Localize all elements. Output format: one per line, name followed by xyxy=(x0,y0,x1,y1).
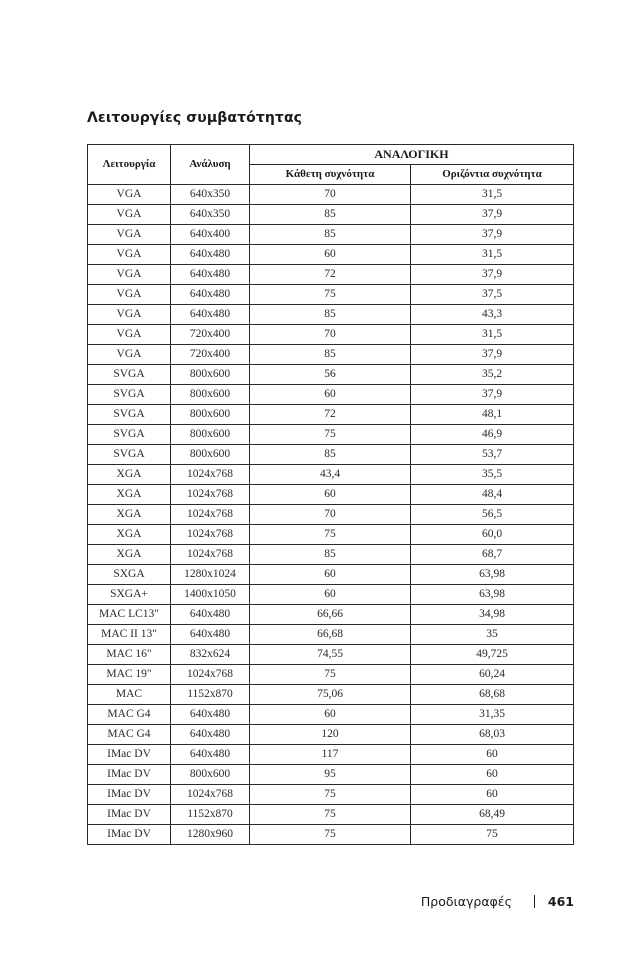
cell-resolution: 800x600 xyxy=(171,445,250,465)
cell-horizontal-frequency: 35 xyxy=(411,625,574,645)
table-row xyxy=(88,765,574,785)
table-row xyxy=(88,645,574,665)
table-row xyxy=(88,405,574,425)
cell-vertical-frequency: 56 xyxy=(250,365,411,385)
cell-resolution: 1400x1050 xyxy=(171,585,250,605)
cell-mode: MAC xyxy=(88,685,171,705)
cell-vertical-frequency: 85 xyxy=(250,545,411,565)
table-row xyxy=(88,585,574,605)
cell-mode: XGA xyxy=(88,525,171,545)
cell-resolution: 640x480 xyxy=(171,725,250,745)
cell-horizontal-frequency: 34,98 xyxy=(411,605,574,625)
cell-horizontal-frequency: 68,49 xyxy=(411,805,574,825)
table-row xyxy=(88,725,574,745)
cell-resolution: 640x400 xyxy=(171,225,250,245)
cell-horizontal-frequency: 35,5 xyxy=(411,465,574,485)
cell-resolution: 1024x768 xyxy=(171,525,250,545)
cell-mode: IMac DV xyxy=(88,805,171,825)
table-row xyxy=(88,285,574,305)
cell-vertical-frequency: 75 xyxy=(250,785,411,805)
cell-vertical-frequency: 75 xyxy=(250,285,411,305)
cell-resolution: 640x480 xyxy=(171,285,250,305)
cell-vertical-frequency: 85 xyxy=(250,445,411,465)
cell-resolution: 800x600 xyxy=(171,425,250,445)
cell-horizontal-frequency: 31,35 xyxy=(411,705,574,725)
cell-vertical-frequency: 60 xyxy=(250,245,411,265)
cell-vertical-frequency: 60 xyxy=(250,705,411,725)
cell-resolution: 640x480 xyxy=(171,265,250,285)
compatibility-table xyxy=(87,144,574,845)
cell-horizontal-frequency: 31,5 xyxy=(411,245,574,265)
table-row xyxy=(88,345,574,365)
table-row xyxy=(88,685,574,705)
table-row xyxy=(88,665,574,685)
cell-vertical-frequency: 60 xyxy=(250,485,411,505)
table-row xyxy=(88,825,574,845)
cell-horizontal-frequency: 63,98 xyxy=(411,565,574,585)
cell-mode: SXGA+ xyxy=(88,585,171,605)
cell-horizontal-frequency: 37,5 xyxy=(411,285,574,305)
cell-resolution: 1024x768 xyxy=(171,465,250,485)
cell-mode: MAC 16" xyxy=(88,645,171,665)
cell-horizontal-frequency: 68,03 xyxy=(411,725,574,745)
table-body xyxy=(88,185,574,845)
cell-resolution: 800x600 xyxy=(171,385,250,405)
cell-resolution: 1024x768 xyxy=(171,665,250,685)
cell-mode: IMac DV xyxy=(88,745,171,765)
cell-horizontal-frequency: 56,5 xyxy=(411,505,574,525)
cell-mode: VGA xyxy=(88,305,171,325)
cell-vertical-frequency: 66,68 xyxy=(250,625,411,645)
table-row xyxy=(88,465,574,485)
cell-horizontal-frequency: 63,98 xyxy=(411,585,574,605)
cell-resolution: 640x480 xyxy=(171,605,250,625)
cell-vertical-frequency: 70 xyxy=(250,325,411,345)
cell-vertical-frequency: 60 xyxy=(250,385,411,405)
cell-vertical-frequency: 95 xyxy=(250,765,411,785)
cell-mode: SVGA xyxy=(88,365,171,385)
cell-mode: SXGA xyxy=(88,565,171,585)
cell-mode: VGA xyxy=(88,245,171,265)
table-row xyxy=(88,745,574,765)
cell-mode: SVGA xyxy=(88,405,171,425)
table-row xyxy=(88,305,574,325)
cell-horizontal-frequency: 75 xyxy=(411,825,574,845)
cell-mode: SVGA xyxy=(88,425,171,445)
cell-horizontal-frequency: 37,9 xyxy=(411,265,574,285)
cell-mode: XGA xyxy=(88,485,171,505)
cell-mode: XGA xyxy=(88,545,171,565)
cell-vertical-frequency: 120 xyxy=(250,725,411,745)
table-row xyxy=(88,505,574,525)
cell-resolution: 640x480 xyxy=(171,705,250,725)
table-row xyxy=(88,325,574,345)
cell-vertical-frequency: 75 xyxy=(250,825,411,845)
section-title: Λειτουργίες συμβατότητας xyxy=(87,110,303,126)
cell-resolution: 1024x768 xyxy=(171,505,250,525)
cell-resolution: 640x480 xyxy=(171,305,250,325)
cell-resolution: 720x400 xyxy=(171,325,250,345)
cell-mode: SVGA xyxy=(88,385,171,405)
cell-horizontal-frequency: 37,9 xyxy=(411,345,574,365)
cell-mode: MAC G4 xyxy=(88,705,171,725)
cell-resolution: 640x480 xyxy=(171,745,250,765)
cell-mode: VGA xyxy=(88,285,171,305)
header-horizontal-frequency: Οριζόντια συχνότητα xyxy=(411,165,574,185)
cell-horizontal-frequency: 37,9 xyxy=(411,205,574,225)
table-row xyxy=(88,705,574,725)
cell-vertical-frequency: 75 xyxy=(250,525,411,545)
table-row xyxy=(88,545,574,565)
cell-horizontal-frequency: 60 xyxy=(411,765,574,785)
header-analog: ΑΝΑΛΟΓΙΚΗ xyxy=(250,145,574,165)
cell-resolution: 1024x768 xyxy=(171,485,250,505)
cell-resolution: 640x350 xyxy=(171,185,250,205)
cell-horizontal-frequency: 60,0 xyxy=(411,525,574,545)
cell-mode: IMac DV xyxy=(88,825,171,845)
cell-horizontal-frequency: 37,9 xyxy=(411,225,574,245)
table-row xyxy=(88,265,574,285)
cell-horizontal-frequency: 37,9 xyxy=(411,385,574,405)
table-row xyxy=(88,785,574,805)
table-row xyxy=(88,445,574,465)
cell-vertical-frequency: 60 xyxy=(250,565,411,585)
cell-mode: IMac DV xyxy=(88,765,171,785)
cell-resolution: 1280x1024 xyxy=(171,565,250,585)
cell-horizontal-frequency: 35,2 xyxy=(411,365,574,385)
cell-horizontal-frequency: 31,5 xyxy=(411,185,574,205)
cell-mode: VGA xyxy=(88,345,171,365)
cell-mode: VGA xyxy=(88,225,171,245)
cell-mode: MAC G4 xyxy=(88,725,171,745)
cell-mode: MAC LC13" xyxy=(88,605,171,625)
table-row xyxy=(88,365,574,385)
cell-mode: VGA xyxy=(88,325,171,345)
cell-vertical-frequency: 43,4 xyxy=(250,465,411,485)
cell-horizontal-frequency: 60,24 xyxy=(411,665,574,685)
footer-separator xyxy=(534,895,535,908)
cell-horizontal-frequency: 60 xyxy=(411,745,574,765)
cell-mode: MAC II 13" xyxy=(88,625,171,645)
cell-resolution: 640x480 xyxy=(171,245,250,265)
cell-vertical-frequency: 70 xyxy=(250,185,411,205)
cell-vertical-frequency: 75 xyxy=(250,425,411,445)
cell-vertical-frequency: 75 xyxy=(250,805,411,825)
cell-horizontal-frequency: 60 xyxy=(411,785,574,805)
cell-vertical-frequency: 85 xyxy=(250,345,411,365)
cell-mode: IMac DV xyxy=(88,785,171,805)
cell-horizontal-frequency: 48,1 xyxy=(411,405,574,425)
table-row xyxy=(88,425,574,445)
cell-horizontal-frequency: 53,7 xyxy=(411,445,574,465)
cell-horizontal-frequency: 31,5 xyxy=(411,325,574,345)
table-row xyxy=(88,565,574,585)
table-row xyxy=(88,605,574,625)
cell-horizontal-frequency: 68,7 xyxy=(411,545,574,565)
table-row xyxy=(88,525,574,545)
cell-horizontal-frequency: 49,725 xyxy=(411,645,574,665)
footer-chapter: Προδιαγραφές xyxy=(420,893,512,909)
cell-mode: XGA xyxy=(88,465,171,485)
cell-resolution: 1024x768 xyxy=(171,785,250,805)
table-row xyxy=(88,805,574,825)
table-header xyxy=(88,145,574,185)
cell-resolution: 640x480 xyxy=(171,625,250,645)
table-row xyxy=(88,225,574,245)
cell-resolution: 720x400 xyxy=(171,345,250,365)
cell-vertical-frequency: 66,66 xyxy=(250,605,411,625)
table-row xyxy=(88,385,574,405)
page-footer xyxy=(421,892,574,910)
cell-horizontal-frequency: 68,68 xyxy=(411,685,574,705)
cell-resolution: 832x624 xyxy=(171,645,250,665)
cell-vertical-frequency: 72 xyxy=(250,265,411,285)
cell-mode: MAC 19" xyxy=(88,665,171,685)
cell-vertical-frequency: 70 xyxy=(250,505,411,525)
cell-resolution: 640x350 xyxy=(171,205,250,225)
cell-resolution: 800x600 xyxy=(171,365,250,385)
table-row xyxy=(88,245,574,265)
cell-mode: XGA xyxy=(88,505,171,525)
cell-mode: VGA xyxy=(88,265,171,285)
header-vertical-frequency: Κάθετη συχνότητα xyxy=(250,165,411,185)
cell-vertical-frequency: 75,06 xyxy=(250,685,411,705)
header-resolution: Ανάλυση xyxy=(171,145,250,185)
cell-vertical-frequency: 60 xyxy=(250,585,411,605)
cell-horizontal-frequency: 43,3 xyxy=(411,305,574,325)
cell-vertical-frequency: 72 xyxy=(250,405,411,425)
cell-mode: VGA xyxy=(88,185,171,205)
cell-mode: SVGA xyxy=(88,445,171,465)
table-row xyxy=(88,185,574,205)
cell-vertical-frequency: 85 xyxy=(250,205,411,225)
cell-vertical-frequency: 85 xyxy=(250,305,411,325)
cell-resolution: 800x600 xyxy=(171,405,250,425)
cell-vertical-frequency: 74,55 xyxy=(250,645,411,665)
table-row xyxy=(88,625,574,645)
table-row xyxy=(88,205,574,225)
cell-horizontal-frequency: 46,9 xyxy=(411,425,574,445)
page-number: 461 xyxy=(547,893,574,909)
cell-horizontal-frequency: 48,4 xyxy=(411,485,574,505)
cell-vertical-frequency: 75 xyxy=(250,665,411,685)
cell-resolution: 1152x870 xyxy=(171,685,250,705)
header-mode: Λειτουργία xyxy=(88,145,171,185)
cell-resolution: 1152x870 xyxy=(171,805,250,825)
cell-vertical-frequency: 85 xyxy=(250,225,411,245)
cell-resolution: 800x600 xyxy=(171,765,250,785)
cell-resolution: 1024x768 xyxy=(171,545,250,565)
cell-resolution: 1280x960 xyxy=(171,825,250,845)
cell-vertical-frequency: 117 xyxy=(250,745,411,765)
cell-mode: VGA xyxy=(88,205,171,225)
table-row xyxy=(88,485,574,505)
